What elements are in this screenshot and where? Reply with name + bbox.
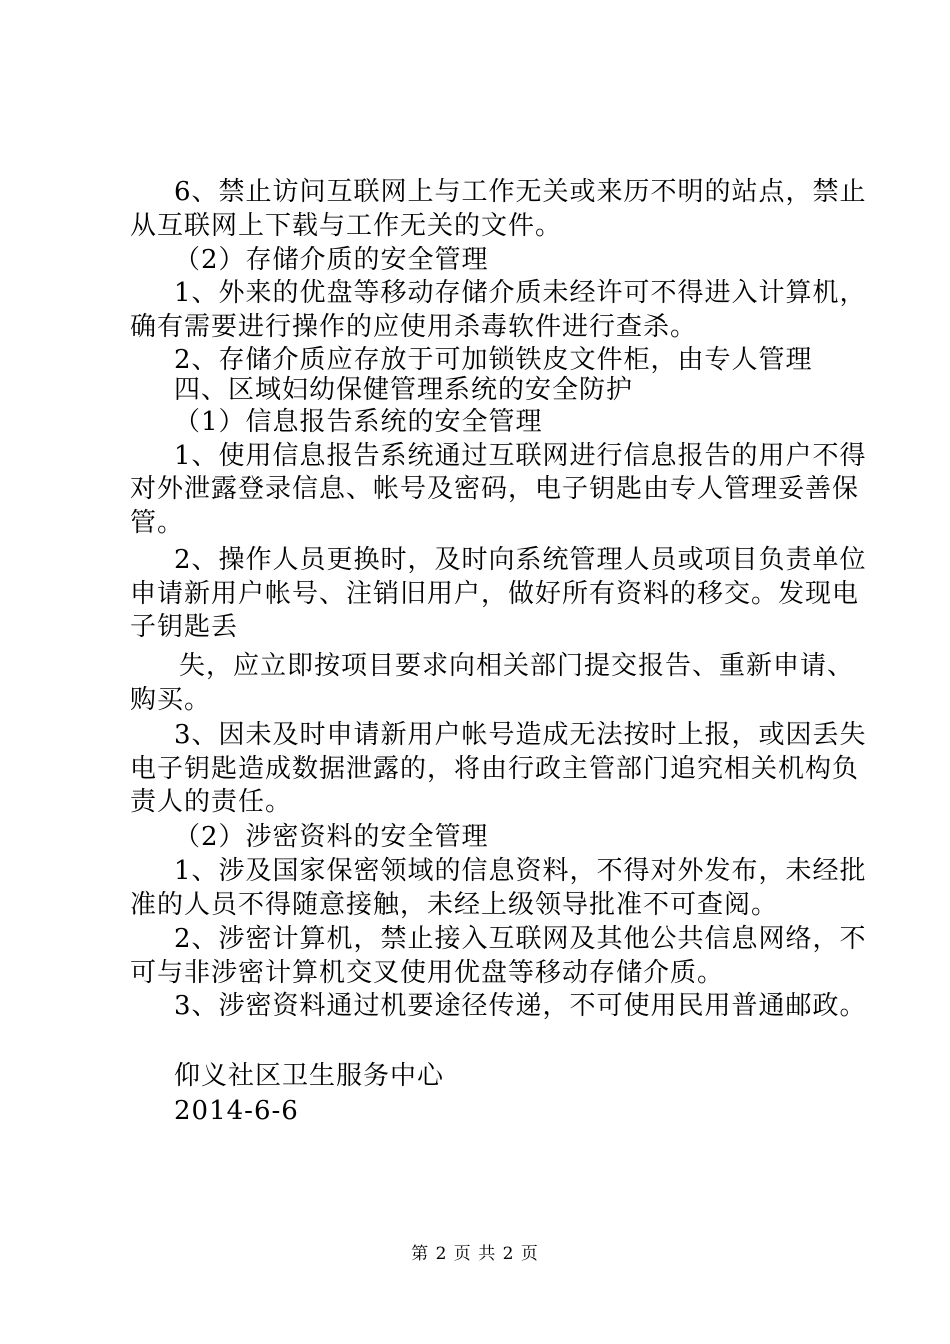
paragraph-line: 3、因未及时申请新用户帐号造成无法按时上报，或因丢失 xyxy=(174,720,867,750)
paragraph-line: 对外泄露登录信息、帐号及密码，电子钥匙由专人管理妥善保 xyxy=(130,474,860,504)
paragraph-line: 2、涉密计算机，禁止接入互联网及其他公共信息网络，不 xyxy=(174,924,867,954)
paragraph-line: 子钥匙丢 xyxy=(130,612,239,642)
paragraph-line: 1、使用信息报告系统通过互联网进行信息报告的用户不得 xyxy=(174,441,867,471)
paragraph-line: 管。 xyxy=(130,508,185,538)
paragraph-line: 失，应立即按项目要求向相关部门提交报告、重新申请、 xyxy=(179,651,855,681)
paragraph-line: 申请新用户帐号、注销旧用户，做好所有资料的移交。发现电 xyxy=(130,579,860,609)
section-heading: （1）信息报告系统的安全管理 xyxy=(174,407,543,437)
signature-date: 2014-6-6 xyxy=(174,1096,299,1126)
paragraph-line: 可与非涉密计算机交叉使用优盘等移动存储介质。 xyxy=(130,958,725,988)
paragraph-line: 电子钥匙造成数据泄露的，将由行政主管部门追究相关机构负 xyxy=(130,754,860,784)
paragraph-line: 1、外来的优盘等移动存储介质未经许可不得进入计算机， xyxy=(174,278,867,308)
signature-organization: 仰义社区卫生服务中心 xyxy=(174,1061,445,1091)
paragraph-line: 准的人员不得随意接触，未经上级领导批准不可查阅。 xyxy=(130,890,779,920)
paragraph-line: 6、禁止访问互联网上与工作无关或来历不明的站点，禁止 xyxy=(174,177,867,207)
paragraph-line: 3、涉密资料通过机要途径传递，不可使用民用普通邮政。 xyxy=(174,991,867,1021)
paragraph-line: 责人的责任。 xyxy=(130,787,293,817)
paragraph-line: 从互联网上下载与工作无关的文件。 xyxy=(130,211,563,241)
section-heading: 四、区域妇幼保健管理系统的安全防护 xyxy=(174,375,634,405)
paragraph-line: 2、存储介质应存放于可加锁铁皮文件柜，由专人管理 xyxy=(174,345,813,375)
paragraph-line: 1、涉及国家保密领域的信息资料，不得对外发布，未经批 xyxy=(174,856,867,886)
paragraph-line: 购买。 xyxy=(130,685,212,715)
section-heading: （2）存储介质的安全管理 xyxy=(174,245,489,275)
paragraph-line: 确有需要进行操作的应使用杀毒软件进行查杀。 xyxy=(130,312,698,342)
section-heading: （2）涉密资料的安全管理 xyxy=(174,822,489,852)
page-footer: 第 2 页 共 2 页 xyxy=(411,1244,539,1264)
paragraph-line: 2、操作人员更换时，及时向系统管理人员或项目负责单位 xyxy=(174,545,867,575)
